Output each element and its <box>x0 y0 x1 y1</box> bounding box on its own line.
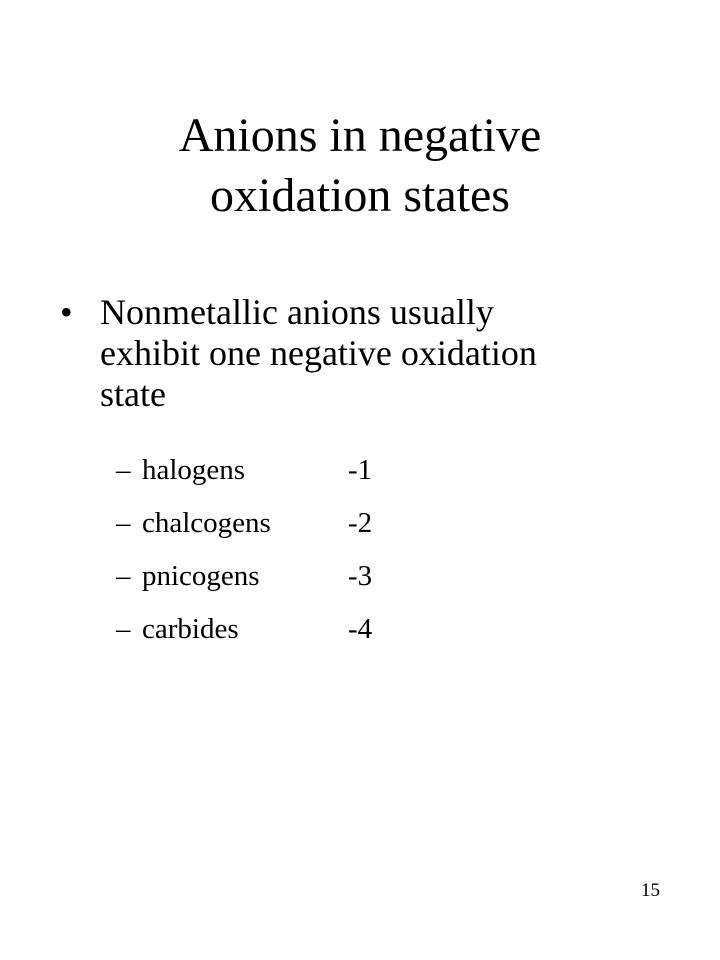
group-name: carbides <box>142 613 239 645</box>
bullet-text-line-1: Nonmetallic anions usually <box>100 292 494 332</box>
group-name: pnicogens <box>142 560 260 592</box>
group-name: chalcogens <box>142 507 271 539</box>
list-item-pnicogens <box>116 558 616 611</box>
slide-title <box>60 106 660 226</box>
oxidation-value: -1 <box>348 454 373 486</box>
oxidation-value: -3 <box>348 560 373 592</box>
dash-marker: – <box>116 613 131 645</box>
page-number: 15 <box>641 880 660 901</box>
bullet-marker: • <box>60 292 73 332</box>
bullet-text-line-2: exhibit one negative oxidation <box>100 333 537 373</box>
list-item-halogens <box>116 452 616 505</box>
dash-marker: – <box>116 507 131 539</box>
bullet-text <box>100 292 660 415</box>
oxidation-state-list <box>116 452 616 664</box>
slide-title-line-1: Anions in negative <box>178 109 542 162</box>
group-name: halogens <box>142 454 246 486</box>
oxidation-value: -2 <box>348 507 373 539</box>
slide-title-line-2: oxidation states <box>210 169 510 222</box>
dash-marker: – <box>116 454 131 486</box>
dash-marker: – <box>116 560 131 592</box>
oxidation-value: -4 <box>348 613 373 645</box>
list-item-chalcogens <box>116 505 616 558</box>
bullet-text-line-3: state <box>100 374 166 414</box>
list-item-carbides <box>116 611 616 664</box>
